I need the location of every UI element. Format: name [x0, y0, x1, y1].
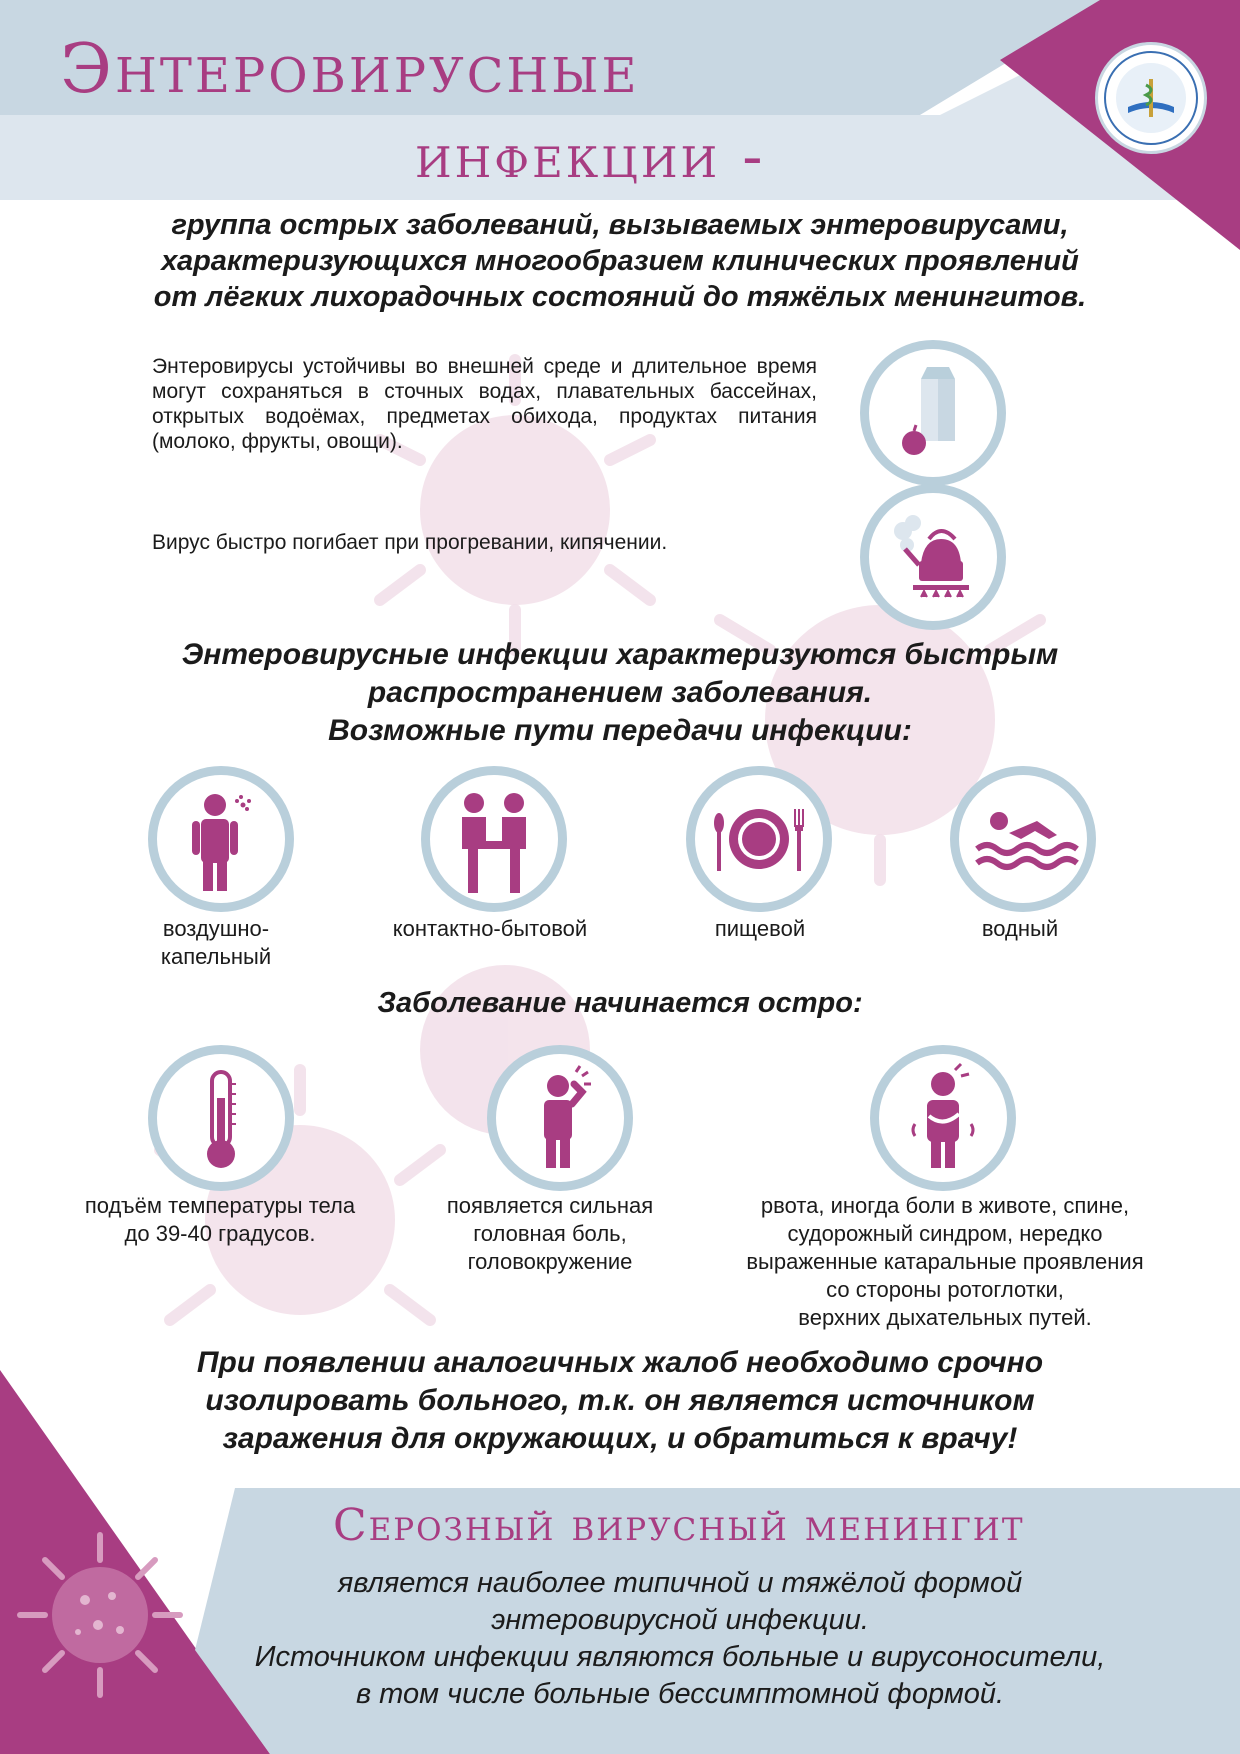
medical-emblem-icon: [1098, 45, 1204, 151]
route-label-line: капельный: [160, 944, 272, 969]
spread-line: распространением заболевания.: [367, 676, 873, 709]
route-label-airborne: [128, 915, 304, 971]
meningitis-text: [180, 1565, 1180, 1713]
page-title-line1: Энтеровирусные: [60, 30, 640, 109]
sneezing-person-icon: [148, 766, 294, 912]
page-title-line2: инфекции -: [415, 122, 766, 192]
meningitis-line: энтеровирусной инфекции.: [491, 1604, 869, 1636]
symptom-line: головокружение: [467, 1249, 633, 1274]
headache-person-icon: [487, 1045, 633, 1191]
spread-heading: [60, 636, 1180, 750]
plate-cutlery-icon: [686, 766, 832, 912]
symptom-line: верхних дыхательных путей.: [798, 1305, 1092, 1330]
meningitis-line: является наиболее типичной и тяжёлой формой: [337, 1567, 1023, 1599]
handshake-people-icon: [421, 766, 567, 912]
definition: [60, 207, 1180, 315]
symptom-line: выраженные катаральные проявления: [746, 1249, 1144, 1274]
boiling-kettle-icon: [860, 484, 1006, 630]
warning-line: При появлении аналогичных жалоб необходимо срочно: [196, 1346, 1044, 1379]
boiling-paragraph: Вирус быстро погибает при прогревании, кипячении.: [152, 531, 668, 554]
symptom-line: появляется сильная: [446, 1193, 654, 1218]
onset-heading: Заболевание начинается остро:: [377, 987, 863, 1019]
stability-paragraph: Энтеровирусы устойчивы во внешней среде и длительное время могут сохраняться в сточных водах, плавательных бассейнах, открытых водоёмах, предметах обихода, продуктах питания (молоко, фрукты, овощи).: [152, 355, 817, 453]
meningitis-line: в том числе больные бессимптомной формой.: [355, 1678, 1005, 1710]
symptom-line: рвота, иногда боли в животе, спине,: [760, 1193, 1130, 1218]
symptom-label-fever: [55, 1192, 385, 1248]
route-label-water: водный: [981, 916, 1059, 941]
definition-line: от лёгких лихорадочных состояний до тяжёлых менингитов.: [153, 281, 1087, 313]
definition-line: характеризующихся многообразием клинических проявлений: [161, 245, 1079, 277]
symptom-line: головная боль,: [473, 1221, 627, 1246]
warning-line: заражения для окружающих, и обратиться к врачу!: [222, 1422, 1018, 1455]
milk-and-apple-icon: [860, 340, 1006, 486]
stomach-ache-person-icon: [870, 1045, 1016, 1191]
meningitis-title: Серозный вирусный менингит: [333, 1500, 1025, 1551]
symptom-label-headache: [415, 1192, 685, 1276]
spread-line: Возможные пути передачи инфекции:: [328, 714, 912, 747]
swimmer-icon: [950, 766, 1096, 912]
symptom-line: до 39-40 градусов.: [124, 1221, 316, 1246]
logo: [1095, 42, 1207, 154]
symptom-line: со стороны ротоглотки,: [826, 1277, 1064, 1302]
symptom-line: судорожный синдром, нередко: [787, 1221, 1103, 1246]
meningitis-line: Источником инфекции являются больные и вирусоносители,: [254, 1641, 1106, 1673]
route-label-line: воздушно-: [162, 916, 270, 941]
warning-line: изолировать больного, т.к. он является источником: [205, 1384, 1035, 1417]
definition-line: группа острых заболеваний, вызываемых энтеровирусами,: [171, 209, 1069, 241]
spread-line: Энтеровирусные инфекции характеризуются быстрым: [181, 638, 1059, 671]
symptom-label-vomiting: [705, 1192, 1185, 1332]
route-label-contact: контактно-бытовой: [392, 916, 588, 941]
thermometer-icon: [148, 1045, 294, 1191]
bottom-virus-icon: [20, 1535, 180, 1695]
warning-text: [60, 1344, 1180, 1458]
symptom-line: подъём температуры тела: [84, 1193, 356, 1218]
route-label-food: пищевой: [714, 916, 806, 941]
